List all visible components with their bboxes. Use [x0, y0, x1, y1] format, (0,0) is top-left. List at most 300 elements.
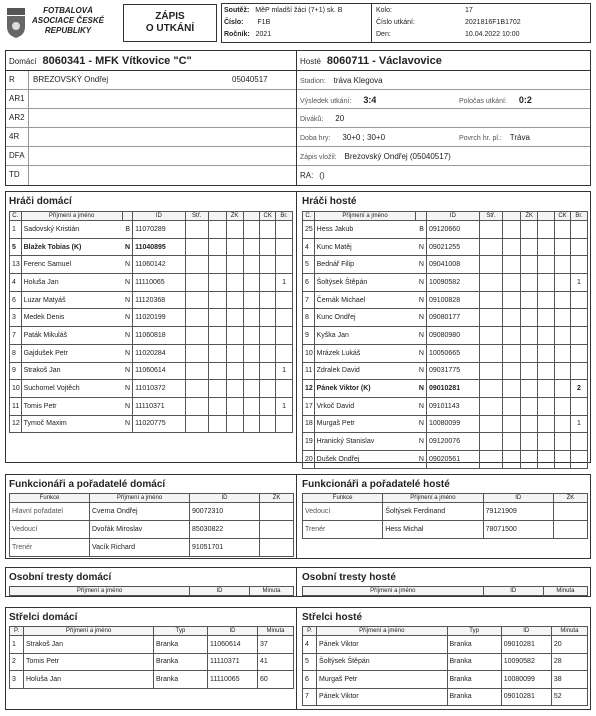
players-away-title: Hráči hosté [302, 196, 357, 207]
player-name: Blažek Tobias (K) [21, 238, 122, 256]
player-goals [276, 291, 293, 309]
player-number: 12 [10, 415, 22, 433]
official-id: 90072310 [190, 503, 260, 521]
table-header-row [10, 494, 294, 503]
spectators-label: Diváků: [300, 116, 324, 123]
player-empty-cell [185, 397, 208, 415]
official-id: 91051701 [190, 539, 260, 557]
player-id: 11110065 [133, 274, 186, 292]
official-row [10, 539, 294, 557]
player-empty-cell [521, 397, 538, 415]
table-header-row [10, 212, 293, 221]
player-empty-cell [208, 397, 226, 415]
player-empty-cell [555, 362, 571, 380]
scorer-id: 10080099 [501, 671, 551, 689]
player-name: Tymoč Maxim [21, 415, 122, 433]
referee-role-r: R [9, 75, 15, 84]
player-empty-cell [260, 221, 276, 239]
home-team: 8060341 - MFK Vítkovice "C" [42, 55, 192, 67]
column-header: Minuta [543, 587, 587, 596]
author: Brezovský Ondřej (05040517) [344, 152, 451, 161]
scorer-order: 3 [10, 671, 24, 689]
scorer-minute: 28 [551, 653, 587, 671]
player-id: 11020775 [133, 415, 186, 433]
player-empty-cell [479, 450, 502, 468]
player-empty-cell [260, 256, 276, 274]
player-id: 11020284 [133, 344, 186, 362]
player-goals: 1 [276, 274, 293, 292]
official-role: Hlavní pořadatel [10, 503, 90, 521]
column-header: ŽK [553, 494, 587, 503]
player-position: N [122, 291, 133, 309]
player-position: N [416, 433, 427, 451]
player-name: Suchomel Vojtěch [21, 380, 122, 398]
surface-label: Povrch hr. pl.: [459, 135, 502, 142]
player-name: Hranický Stanislav [314, 433, 416, 451]
meta-number: F1B [257, 19, 271, 26]
players-home-title: Hráči domácí [9, 196, 72, 207]
player-empty-cell [521, 415, 538, 433]
player-empty-cell [479, 256, 502, 274]
away-label: Hosté [300, 57, 321, 66]
official-row [303, 521, 588, 539]
player-empty-cell [479, 397, 502, 415]
player-number: 12 [303, 380, 315, 398]
stadium: tráva Klegova [333, 76, 383, 85]
player-empty-cell [226, 274, 243, 292]
player-empty-cell [243, 238, 260, 256]
player-number: 9 [10, 362, 22, 380]
player-empty-cell [555, 433, 571, 451]
player-goals [570, 309, 587, 327]
player-position: N [416, 309, 427, 327]
player-empty-cell [243, 380, 260, 398]
halftime: 0:2 [518, 95, 532, 105]
player-number: 19 [303, 433, 315, 451]
player-position: N [122, 238, 133, 256]
table-header-row [10, 587, 294, 596]
player-empty-cell [521, 380, 538, 398]
player-goals [276, 309, 293, 327]
player-name: Holuša Jan [21, 274, 122, 292]
column-header: ŽK [260, 494, 294, 503]
player-empty-cell [521, 291, 538, 309]
column-header: ŽK [521, 212, 538, 221]
column-header: ID [190, 587, 250, 596]
scorer-name: Pánek Viktor [317, 636, 447, 654]
player-id: 09120660 [426, 221, 479, 239]
official-row [303, 503, 588, 521]
meta-competition: MěP mladší žáci (7+1) sk. B [255, 7, 343, 14]
duration: 30+0 ; 30+0 [342, 133, 386, 142]
column-header: ID [208, 627, 258, 636]
player-empty-cell [208, 291, 226, 309]
player-position: N [416, 274, 427, 292]
player-empty-cell [503, 415, 521, 433]
player-id: 09100828 [426, 291, 479, 309]
player-row [10, 397, 293, 415]
surface: Tráva [509, 133, 530, 142]
player-empty-cell [479, 415, 502, 433]
player-empty-cell [538, 238, 555, 256]
column-header: Stř. [185, 212, 208, 221]
player-empty-cell [479, 238, 502, 256]
player-empty-cell [503, 380, 521, 398]
player-empty-cell [260, 238, 276, 256]
player-number: 1 [10, 221, 22, 239]
table-header-row [303, 587, 588, 596]
column-header: ID [483, 587, 543, 596]
player-empty-cell [208, 380, 226, 398]
player-goals [570, 450, 587, 468]
player-empty-cell [538, 397, 555, 415]
player-empty-cell [521, 274, 538, 292]
scorer-row [10, 671, 294, 689]
player-empty-cell [503, 274, 521, 292]
player-empty-cell [226, 238, 243, 256]
column-header: ČK [555, 212, 571, 221]
player-empty-cell [185, 274, 208, 292]
player-empty-cell [260, 397, 276, 415]
player-number: 13 [10, 256, 22, 274]
scorer-minute: 37 [258, 636, 294, 654]
column-header: Příjmení a jméno [24, 627, 154, 636]
meta-competition-label: Soutěž: [224, 7, 250, 14]
scorer-row [303, 653, 588, 671]
player-empty-cell [208, 238, 226, 256]
column-header [243, 212, 260, 221]
player-row [10, 362, 293, 380]
meta-date-label: Den: [376, 31, 391, 38]
official-id: 78071500 [483, 521, 553, 539]
column-header: Br. [276, 212, 293, 221]
column-header: ČK [260, 212, 276, 221]
player-row [303, 291, 588, 309]
player-id: 11120368 [133, 291, 186, 309]
official-id: 85030822 [190, 521, 260, 539]
column-header: Příjmení a jméno [10, 587, 190, 596]
scorer-name: Šoltýsek Štěpán [317, 653, 447, 671]
player-position: N [416, 362, 427, 380]
player-row [303, 274, 588, 292]
player-name: Dušek Ondřej [314, 450, 416, 468]
referee-role-dfa: DFA [9, 151, 25, 160]
player-id: 09010281 [426, 380, 479, 398]
scorer-minute: 20 [551, 636, 587, 654]
player-empty-cell [243, 327, 260, 345]
players-box [5, 191, 591, 463]
referee-name-r: BREZOVSKÝ Ondřej [33, 75, 109, 84]
player-number: 17 [303, 397, 315, 415]
player-goals: 1 [570, 274, 587, 292]
player-empty-cell [538, 309, 555, 327]
player-id: 11060614 [133, 362, 186, 380]
player-empty-cell [555, 450, 571, 468]
player-position: B [122, 221, 133, 239]
player-empty-cell [226, 309, 243, 327]
scorer-type: Branka [447, 653, 501, 671]
scorer-id: 10090582 [501, 653, 551, 671]
header-logo-box [3, 3, 111, 43]
player-number: 4 [303, 238, 315, 256]
official-yellow-card [553, 503, 587, 521]
player-name: Kunc Matěj [314, 238, 416, 256]
column-header: Typ [154, 627, 208, 636]
player-empty-cell [226, 256, 243, 274]
player-empty-cell [538, 344, 555, 362]
column-header: Minuta [551, 627, 587, 636]
player-id: 09080980 [426, 327, 479, 345]
player-empty-cell [208, 415, 226, 433]
player-row [10, 380, 293, 398]
player-row [303, 380, 588, 398]
player-empty-cell [208, 221, 226, 239]
player-id: 11040895 [133, 238, 186, 256]
player-id: 09120076 [426, 433, 479, 451]
player-row [303, 221, 588, 239]
player-position: N [416, 256, 427, 274]
column-header: ID [133, 212, 186, 221]
scorer-type: Branka [447, 636, 501, 654]
players-away-table [302, 211, 588, 469]
ra: () [319, 171, 325, 180]
player-row [303, 397, 588, 415]
scorer-order: 2 [10, 653, 24, 671]
player-number: 6 [303, 274, 315, 292]
player-number: 8 [10, 344, 22, 362]
scorer-type: Branka [447, 671, 501, 689]
player-goals [570, 327, 587, 345]
official-row [10, 521, 294, 539]
player-goals [570, 291, 587, 309]
official-row [10, 503, 294, 521]
meta-round: 17 [465, 7, 473, 14]
player-empty-cell [185, 291, 208, 309]
scorers-box [5, 607, 591, 710]
player-empty-cell [185, 221, 208, 239]
player-number: 20 [303, 450, 315, 468]
scorers-away-table [302, 626, 588, 706]
column-header: Funkce [303, 494, 383, 503]
player-empty-cell [260, 380, 276, 398]
player-number: 9 [303, 327, 315, 345]
column-header: Příjmení a jméno [303, 587, 484, 596]
column-header: Č. [303, 212, 315, 221]
facr-logo-icon [6, 7, 26, 39]
player-number: 3 [10, 309, 22, 327]
player-empty-cell [226, 344, 243, 362]
penalties-home-title: Osobní tresty domácí [9, 572, 112, 583]
player-number: 8 [303, 309, 315, 327]
player-name: Zdralek David [314, 362, 416, 380]
scorers-away-title: Střelci hosté [302, 612, 363, 623]
table-header-row [303, 627, 588, 636]
column-header: Příjmení a jméno [383, 494, 483, 503]
scorer-order: 4 [303, 636, 317, 654]
player-empty-cell [479, 327, 502, 345]
official-name: Hess Michal [383, 521, 483, 539]
scorer-order: 7 [303, 688, 317, 706]
player-number: 25 [303, 221, 315, 239]
table-header-row [10, 627, 294, 636]
player-empty-cell [479, 362, 502, 380]
player-name: Černák Michael [314, 291, 416, 309]
scorer-type: Branka [154, 653, 208, 671]
column-header [122, 212, 133, 221]
player-empty-cell [555, 309, 571, 327]
player-empty-cell [479, 221, 502, 239]
player-row [10, 344, 293, 362]
player-empty-cell [208, 344, 226, 362]
scorer-minute: 41 [258, 653, 294, 671]
home-label: Domácí [9, 57, 37, 66]
column-header: Příjmení a jméno [317, 627, 447, 636]
ra-label: RA: [300, 171, 314, 180]
column-header [503, 212, 521, 221]
player-row [10, 309, 293, 327]
player-goals [276, 221, 293, 239]
player-empty-cell [538, 327, 555, 345]
player-name: Ferenc Samuel [21, 256, 122, 274]
player-row [303, 327, 588, 345]
player-empty-cell [555, 221, 571, 239]
scorer-name: Tomis Petr [24, 653, 154, 671]
column-header: ID [483, 494, 553, 503]
player-empty-cell [521, 327, 538, 345]
meta-round-label: Kolo: [376, 7, 392, 14]
meta-date: 10.04.2022 10:00 [465, 31, 520, 38]
player-empty-cell [538, 221, 555, 239]
player-empty-cell [555, 397, 571, 415]
player-position: N [416, 415, 427, 433]
scorer-minute: 60 [258, 671, 294, 689]
scorer-id: 09010281 [501, 636, 551, 654]
column-header: Č. [10, 212, 22, 221]
player-empty-cell [479, 433, 502, 451]
player-empty-cell [260, 291, 276, 309]
player-number: 10 [303, 344, 315, 362]
player-name: Šoltýsek Štěpán [314, 274, 416, 292]
player-row [303, 238, 588, 256]
official-yellow-card [260, 503, 294, 521]
column-header: Příjmení a jméno [314, 212, 416, 221]
scorers-home-title: Střelci domácí [9, 612, 78, 623]
player-goals: 1 [276, 397, 293, 415]
players-home-table [9, 211, 293, 433]
player-position: N [416, 344, 427, 362]
player-position: N [122, 415, 133, 433]
player-empty-cell [243, 397, 260, 415]
org-name [27, 6, 109, 36]
meta-match-number: 2021816F1B1702 [465, 19, 521, 26]
halftime-label: Poločas utkání: [459, 98, 507, 105]
player-empty-cell [521, 362, 538, 380]
player-empty-cell [185, 380, 208, 398]
player-empty-cell [260, 415, 276, 433]
player-empty-cell [260, 309, 276, 327]
player-position: N [416, 450, 427, 468]
official-yellow-card [553, 521, 587, 539]
meta-match-number-label: Číslo utkání: [376, 19, 415, 26]
player-empty-cell [208, 256, 226, 274]
player-empty-cell [226, 397, 243, 415]
player-empty-cell [521, 309, 538, 327]
player-empty-cell [208, 274, 226, 292]
player-empty-cell [521, 221, 538, 239]
player-empty-cell [538, 450, 555, 468]
player-empty-cell [555, 256, 571, 274]
player-id: 11060818 [133, 327, 186, 345]
player-empty-cell [185, 362, 208, 380]
player-id: 09080177 [426, 309, 479, 327]
official-yellow-card [260, 539, 294, 557]
player-empty-cell [479, 291, 502, 309]
officials-away-table [302, 493, 588, 539]
player-empty-cell [185, 415, 208, 433]
scorer-type: Branka [447, 688, 501, 706]
player-name: Paták Mikuláš [21, 327, 122, 345]
player-row [303, 362, 588, 380]
referee-role-4r: 4R [9, 132, 20, 141]
player-number: 11 [303, 362, 315, 380]
player-number: 7 [303, 291, 315, 309]
official-name: Cverna Ondřej [90, 503, 190, 521]
player-empty-cell [243, 415, 260, 433]
player-position: N [416, 397, 427, 415]
player-empty-cell [243, 291, 260, 309]
meta-box [221, 3, 591, 43]
column-header: ID [426, 212, 479, 221]
player-empty-cell [538, 362, 555, 380]
player-number: 5 [10, 238, 22, 256]
match-info-box [5, 50, 591, 186]
away-team: 8060711 - Václavovice [326, 55, 442, 67]
scorer-row [303, 688, 588, 706]
player-goals: 2 [570, 380, 587, 398]
player-empty-cell [503, 450, 521, 468]
player-row [10, 238, 293, 256]
result: 3:4 [363, 95, 377, 105]
scorers-home-table [9, 626, 294, 689]
player-name: Medek Denis [21, 309, 122, 327]
player-position: N [416, 380, 427, 398]
player-empty-cell [503, 221, 521, 239]
player-goals [276, 415, 293, 433]
player-name: Strakoš Jan [21, 362, 122, 380]
player-empty-cell [503, 238, 521, 256]
player-empty-cell [503, 344, 521, 362]
referee-id-r: 05040517 [232, 75, 268, 84]
player-goals [570, 362, 587, 380]
official-role: Vedoucí [303, 503, 383, 521]
table-header-row [303, 212, 588, 221]
column-header: ID [190, 494, 260, 503]
player-empty-cell [555, 274, 571, 292]
author-label: Zápis vložil: [300, 154, 337, 161]
player-position: N [122, 397, 133, 415]
penalties-home-table [9, 586, 294, 596]
player-name: Murgaš Petr [314, 415, 416, 433]
player-number: 18 [303, 415, 315, 433]
player-row [303, 450, 588, 468]
column-header: P. [303, 627, 317, 636]
officials-home-table [9, 493, 294, 557]
column-header [416, 212, 427, 221]
scorer-id: 11060614 [208, 636, 258, 654]
player-empty-cell [538, 274, 555, 292]
scorer-id: 11110065 [208, 671, 258, 689]
player-position: N [416, 327, 427, 345]
